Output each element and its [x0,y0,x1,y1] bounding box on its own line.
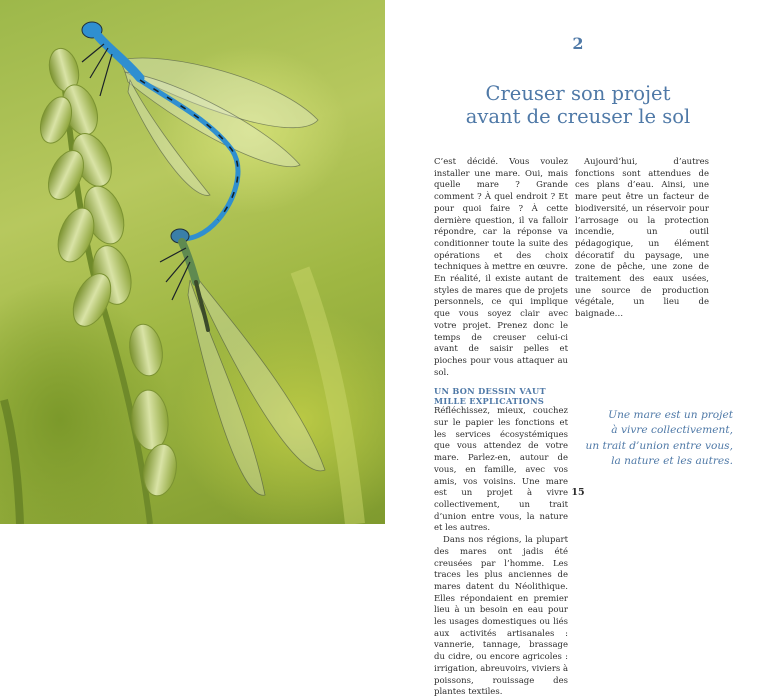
chapter-title-line: Creuser son projet [485,82,671,105]
chapter-title [385,82,771,128]
intro-paragraph: C’est décidé. Vous voulez installer une mare. Oui, mais quelle mare ? Grande comment ? À quel endroit ? Et pour quoi faire ? À cette dernière question, il va falloir répondre, car la réponse va conditionner toute la suite des opérations et des choix techniques à mettre en œuvre. En réalité, il existe autant de styles de mares que de projets personnels, ce qui implique que vous soyez clair avec votre projet. Prenez donc le temps de creuser celui-ci avant de saisir pelles et pioches pour vous attaquer au sol. [434,157,568,378]
section-heading-line: UN BON DESSIN VAUT [434,386,546,397]
pull-quote-line: à vivre collectivement, [611,424,733,437]
page-number: 15 [571,487,585,498]
chapter-title-line: avant de creuser le sol [465,105,691,128]
pull-quote-line: la nature et les autres. [611,455,733,468]
damselfly-pair-icon [0,0,385,524]
text-page [385,0,771,698]
body-paragraph: Dans nos régions, la plupart des mares ont jadis été creusées par l’homme. Les traces les plus anciennes de mares datent du Néolithique. Elles répondaient en premier lieu à un besoin en eau pour les usages domestiques ou liés aux activités artisanales : vannerie, tannage, brassage du cidre, ou encore agricoles : irrigation, abreuvoirs, viviers à poissons, rouissage des plantes textiles. [434,535,569,698]
section-heading-line: MILLE EXPLICATIONS [434,396,545,407]
body-paragraph: Aujourd’hui, d’autres fonctions sont attendues de ces plans d’eau. Ainsi, une mare peut être un facteur de biodiversité, un réservoir pour l’arrosage ou la protection incendie, un outil pédagogique, un élément décoratif du paysage, une zone de pêche, une zone de traitement des eaux usées, une source de production végétale, un lieu de baignade… [575,157,709,320]
pull-quote-line: Une mare est un projet [608,409,733,421]
chapter-number: 2 [572,34,584,53]
damselfly-photo [0,0,385,524]
text-column-right [575,157,709,321]
section-heading [434,386,568,406]
text-column-left [434,157,568,699]
pull-quote [565,408,733,470]
body-paragraph: Réfléchissez, mieux, couchez sur le papier les fonctions et les services écosystémiques que vous attendez de votre mare. Parlez-en, autour de vous, en famille, avec vos amis, vos voisins. Une mare est un projet à vivre collectivement, un trait d’union entre vous, la nature et les autres. [434,406,568,534]
pull-quote-line: un trait d’union entre vous, [585,439,733,452]
